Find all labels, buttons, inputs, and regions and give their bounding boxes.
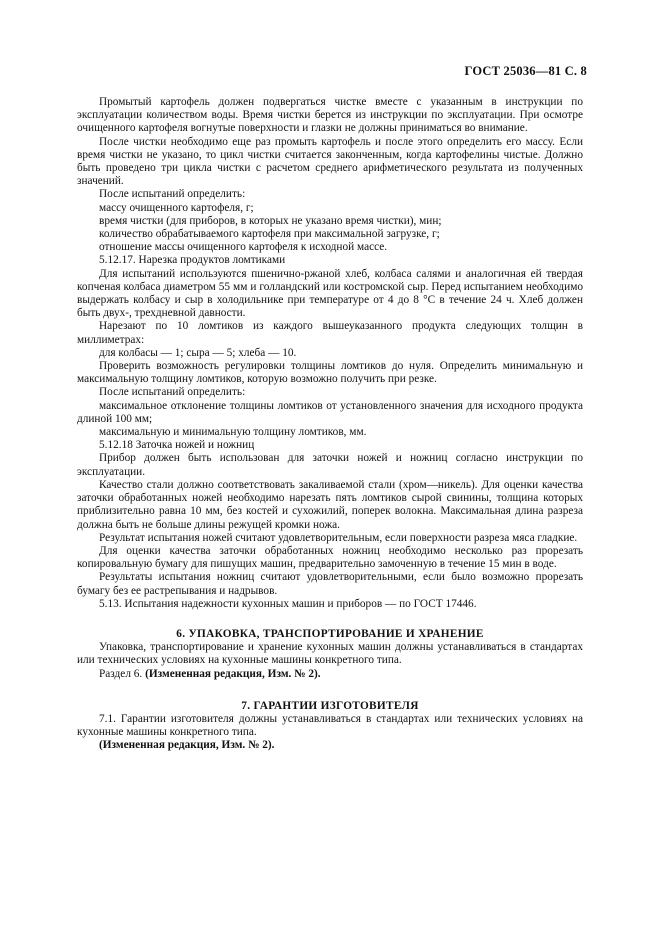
revision-label: (Измененная редакция, Изм. № 2).: [145, 667, 321, 680]
paragraph: Результат испытания ножей считают удовлетворительным, если поверхности разреза мяса гладкие.: [99, 531, 578, 544]
paragraph: Проверить возможность регулировки толщины ломтиков до нуля. Определить минимальную и максимальную толщину ломтиков, которую возможно получить при резке.: [77, 360, 583, 386]
paragraph: Результаты испытания ножниц считают удовлетворительными, если было возможно прорезать бумагу без ее растрепывания и надрывов.: [77, 571, 583, 597]
paragraph: После испытаний определить:: [99, 188, 246, 201]
list-item: отношение массы очищенного картофеля к исходной массе.: [99, 241, 388, 254]
list-item: время чистки (для приборов, в которых не указано время чистки), мин;: [99, 214, 442, 227]
revision-prefix: Раздел 6.: [99, 667, 143, 680]
clause-heading: 5.12.18 Заточка ножей и ножниц: [99, 439, 255, 452]
paragraph: Промытый картофель должен подвергаться чистке вместе с указанным в инструкции по эксплуатации количеством воды. Время чистки берется из инструкции по эксплуатации. При осмотре очищенного картофеля вогнутые поверхности и глазки не должны приниматься во внимание.: [77, 96, 583, 135]
paragraph: Качество стали должно соответствовать закаливаемой стали (хром—никель). Для оценки качества заточки обработанных ножей необходимо нарезать пять ломтиков сырой свинины, толщина которых приблизительно равна 10 мм, без костей и сухожилий, поперек волокна. Максимальная длина разреза должна быть не больше длины режущей кромки ножа.: [77, 478, 583, 531]
paragraph: Для испытаний используются пшенично-ржаной хлеб, колбаса салями и аналогичная ей твердая копченая колбаса диаметром 55 мм и голландский или костромской сыр. Перед испытанием необходимо выдержать колбасу и сыр в холодильнике при температуре от 4 до 8 °С в течение 24 ч. Хлеб должен быть двух-, трехдневной давности.: [77, 267, 583, 320]
paragraph: После чистки необходимо еще раз промыть картофель и после этого определить его массу. Если время чистки не указано, то цикл чистки считается законченным, когда картофелины чистые. Должно быть проведено три цикла чистки с расчетом среднего арифметического результата из полученных значений.: [77, 135, 583, 188]
section-7-text: 7.1. Гарантии изготовителя должны устанавливаться в стандартах или технических условиях на кухонные машины конкретного типа.: [77, 712, 583, 739]
section-6-revision-note: [77, 668, 583, 681]
document-body: [77, 96, 583, 753]
list-item: для колбасы — 1; сыра — 5; хлеба — 10.: [99, 346, 297, 359]
list-item: максимальное отклонение толщины ломтиков от установленного значения для исходного продукта длиной 100 мм;: [77, 399, 583, 425]
page-header: ГОСТ 25036—81 С. 8: [464, 64, 587, 78]
list-item: максимальную и минимальную толщину ломтиков, мм.: [99, 426, 367, 439]
paragraph: Для оценки качества заточки обработанных ножниц необходимо несколько раз прорезать копировальную бумагу для пишущих машин, предварительно замоченную в течение 15 мин в воде.: [77, 544, 583, 571]
section-6-text: Упаковка, транспортирование и хранение кухонных машин должны устанавливаться в стандартах или технических условиях на кухонные машины конкретного типа.: [77, 641, 583, 667]
clause-heading: 5.12.17. Нарезка продуктов ломтиками: [99, 254, 286, 267]
paragraph: 5.13. Испытания надежности кухонных машин и приборов — по ГОСТ 17446.: [99, 597, 477, 610]
paragraph: Нарезают по 10 ломтиков из каждого вышеуказанного продукта следующих толщин в миллиметрах:: [77, 320, 583, 346]
section-6-title: 6. УПАКОВКА, ТРАНСПОРТИРОВАНИЕ И ХРАНЕНИЕ: [176, 627, 484, 640]
section-7-title: 7. ГАРАНТИИ ИЗГОТОВИТЕЛЯ: [241, 699, 419, 712]
list-item: количество обрабатываемого картофеля при максимальной загрузке, г;: [99, 228, 440, 241]
paragraph: Прибор должен быть использован для заточки ножей и ножниц согласно инструкции по эксплуатации.: [77, 452, 583, 478]
revision-label: (Измененная редакция, Изм. № 2).: [99, 739, 275, 752]
paragraph: После испытаний определить:: [99, 386, 246, 399]
list-item: массу очищенного картофеля, г;: [99, 201, 254, 214]
section-7-revision-note: [77, 739, 583, 752]
